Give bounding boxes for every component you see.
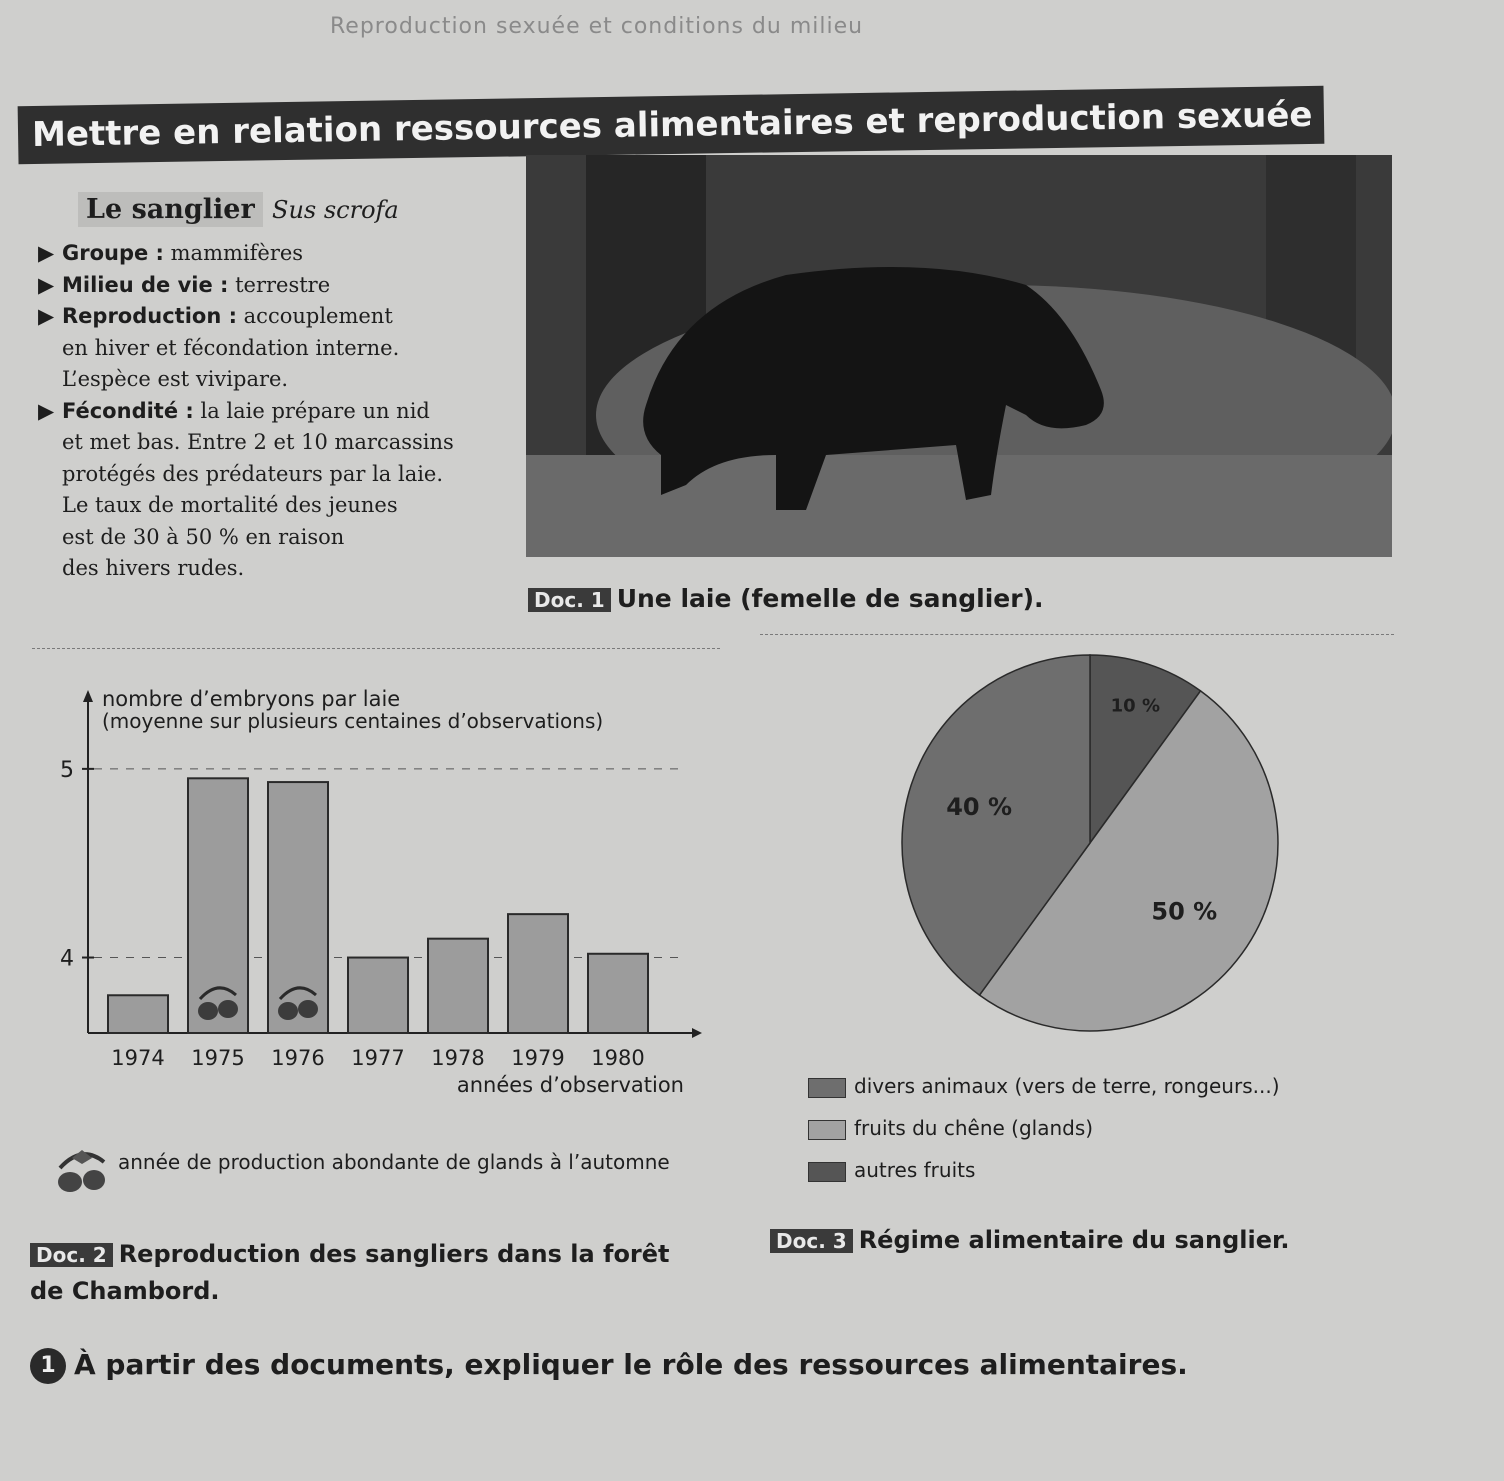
bar <box>348 958 408 1033</box>
question-1 <box>30 1348 1188 1384</box>
legend-label: autres fruits <box>854 1158 976 1182</box>
diet-pie-chart <box>900 648 1300 1048</box>
y-axis-arrow-icon <box>83 690 93 702</box>
bullet-arrow-icon: ▶ <box>38 398 55 423</box>
acorn-icon <box>278 1002 298 1020</box>
chapter-header: Reproduction sexuée et conditions du milieu <box>330 14 864 39</box>
fact-text: accouplement <box>236 304 393 328</box>
legend-swatch <box>808 1078 846 1098</box>
doc2-caption-line1: Reproduction des sangliers dans la forêt <box>118 1240 670 1268</box>
pie-legend-item <box>808 1116 1280 1140</box>
doc3-badge: Doc. 3 <box>770 1229 853 1253</box>
x-axis-arrow-icon <box>692 1028 702 1038</box>
bar <box>108 995 168 1033</box>
acorn-legend-text: année de production abondante de glands à l’automne <box>118 1150 670 1174</box>
fact-text: L’espèce est vivipare. <box>62 367 289 391</box>
fact-line <box>38 522 488 554</box>
doc2-caption <box>30 1236 730 1309</box>
fact-text: protégés des prédateurs par la laie. <box>62 461 444 486</box>
legend-swatch <box>808 1120 846 1140</box>
doc3-caption-text: Régime alimentaire du sanglier. <box>858 1226 1290 1254</box>
doc2-caption-line2: de Chambord. <box>30 1277 220 1305</box>
boar-photo <box>526 155 1392 557</box>
pie-slice-label: 40 % <box>946 792 1013 821</box>
y-tick-label: 4 <box>60 946 74 972</box>
acorn-icon <box>198 1002 218 1020</box>
fact-text: mammifères <box>163 241 304 265</box>
fact-text: Le taux de mortalité des jeunes <box>62 493 398 517</box>
fact-key: Milieu de vie : <box>62 272 229 297</box>
doc3-caption <box>770 1226 1290 1254</box>
legend-label: fruits du chêne (glands) <box>854 1116 1094 1140</box>
fact-key: Reproduction : <box>62 304 237 328</box>
x-tick-label: 1976 <box>271 1046 325 1070</box>
embryo-bar-chart <box>32 650 720 1120</box>
fact-line <box>38 490 488 522</box>
banner-title: Mettre en relation ressources alimentaires et reproduction sexuée <box>18 86 1325 165</box>
fact-text: des hivers rudes. <box>62 556 245 580</box>
fact-line <box>38 364 488 396</box>
pie-slice-label: 50 % <box>1151 897 1218 926</box>
bar <box>268 782 328 1033</box>
x-tick-label: 1975 <box>191 1046 245 1070</box>
bullet-arrow-icon: ▶ <box>38 304 55 328</box>
x-tick-label: 1978 <box>431 1046 485 1070</box>
fact-text: terrestre <box>228 272 331 297</box>
fact-text: est de 30 à 50 % en raison <box>62 524 345 549</box>
bar-chart-xlabel: années d’observation <box>456 1073 684 1097</box>
legend-label: divers animaux (vers de terre, rongeurs...) <box>854 1074 1280 1098</box>
acorn-legend-icon <box>52 1140 112 1200</box>
x-tick-label: 1974 <box>111 1046 165 1070</box>
fact-line <box>38 301 488 333</box>
pie-legend-item <box>808 1158 1280 1182</box>
bar <box>508 914 568 1033</box>
doc3-top-rule <box>760 634 1394 635</box>
fact-line <box>38 333 488 365</box>
pie-legend <box>808 1074 1280 1200</box>
species-common-name: Le sanglier <box>78 192 263 227</box>
species-facts <box>38 238 488 585</box>
boar-silhouette-image <box>526 155 1392 557</box>
fact-line <box>38 427 488 459</box>
fact-line <box>38 238 488 270</box>
doc2-top-rule <box>32 648 720 649</box>
fact-line <box>38 270 488 302</box>
fact-line <box>38 553 488 585</box>
fact-key: Groupe : <box>62 241 164 265</box>
bar-layer <box>60 690 702 1070</box>
question-number-badge: 1 <box>30 1348 66 1384</box>
bar <box>188 778 248 1033</box>
fact-text: la laie prépare un nid <box>193 398 430 423</box>
x-tick-label: 1977 <box>351 1046 405 1070</box>
fact-line <box>38 396 488 428</box>
x-tick-label: 1980 <box>591 1046 645 1070</box>
bar-chart-ylabel-2: (moyenne sur plusieurs centaines d’observations) <box>102 709 604 733</box>
bar <box>428 939 488 1033</box>
legend-swatch <box>808 1162 846 1182</box>
pie-legend-item <box>808 1074 1280 1098</box>
pie-layer <box>902 655 1278 1031</box>
bullet-arrow-icon: ▶ <box>38 272 55 297</box>
fact-key: Fécondité : <box>62 398 194 423</box>
bar <box>588 954 648 1033</box>
acorn-icon <box>218 1000 238 1018</box>
y-tick-label: 5 <box>60 757 74 783</box>
species-latin-name: Sus scrofa <box>272 196 399 224</box>
bullet-arrow-icon: ▶ <box>38 241 55 265</box>
question-text: À partir des documents, expliquer le rôle des ressources alimentaires. <box>74 1348 1188 1381</box>
pie-slice-label: 10 % <box>1110 695 1160 717</box>
fact-text: en hiver et fécondation interne. <box>62 335 400 360</box>
doc2-badge: Doc. 2 <box>30 1243 113 1267</box>
acorn-icon <box>298 1000 318 1018</box>
x-tick-label: 1979 <box>511 1046 565 1070</box>
doc1-badge: Doc. 1 <box>528 588 611 612</box>
doc1-caption-text: Une laie (femelle de sanglier). <box>616 584 1044 613</box>
fact-line <box>38 459 488 491</box>
doc1-caption <box>528 584 1044 613</box>
bar-chart-ylabel-1: nombre d’embryons par laie <box>102 687 401 711</box>
fact-text: et met bas. Entre 2 et 10 marcassins <box>62 430 454 454</box>
